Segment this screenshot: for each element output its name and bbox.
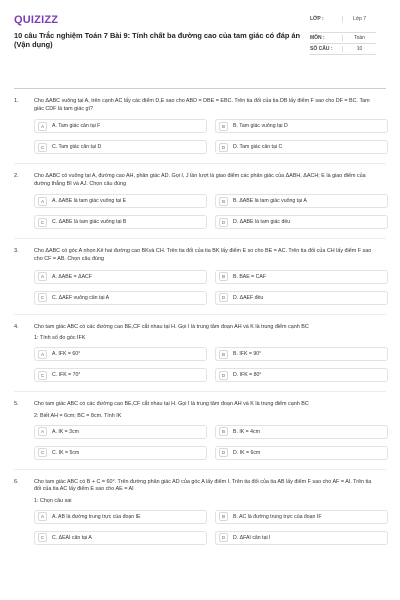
meta-value: 10 <box>342 46 376 52</box>
worksheet-title: 10 câu Trắc nghiệm Toán 7 Bài 9: Tính chất ba đường cao của tam giác có đáp án (Vận dụng) <box>14 31 301 49</box>
option-letter: D <box>219 218 228 227</box>
quizizz-logo: QUIZIZZ <box>14 14 59 26</box>
answer-options <box>34 510 386 545</box>
worksheet-header <box>14 14 386 66</box>
option-text: C. Tam giác cân tại D <box>52 144 102 151</box>
question-number: 4. <box>14 323 19 330</box>
option-text: C. ΔAEF vuông cân tại A <box>52 294 110 301</box>
option-text: A. ΔABE = ΔACF <box>52 273 92 280</box>
option-letter: C <box>38 448 47 457</box>
answer-options <box>34 270 386 305</box>
answer-option-c[interactable] <box>34 446 207 460</box>
question-text: Cho ΔABC có góc A nhọn.Kẻ hai đường cao BKvà CH. Trên tia đối của tia BK lấy điểm E so cho BE = AC. Trên tia đối của CH lấy điểm F sao cho CF = AB. Chọn câu đúng <box>34 248 372 262</box>
option-letter: D <box>219 448 228 457</box>
question-text: Cho tam giác ABC có các đường cao BE,CF cắt nhau tại H. Gọi I là trung tâm đoạn AH và K là trung điểm cạnh BC <box>34 401 309 408</box>
question-text: Cho ΔABC có vuông tại A, đường cao AH, phân giác AD. Gọi I, J lần lượt là giao điểm các phân giác của ΔABH, ΔACH; E là giao điểm của đường thẳng BI và AJ. Chọn câu đúng <box>34 173 366 187</box>
option-letter: C <box>38 218 47 227</box>
option-letter: B <box>219 427 228 436</box>
option-text: B. AC là đường trung trực của đoạn IF <box>233 513 322 520</box>
answer-option-b[interactable] <box>215 347 388 361</box>
answer-option-a[interactable] <box>34 119 207 133</box>
answer-option-b[interactable] <box>215 270 388 284</box>
answer-option-c[interactable] <box>34 140 207 154</box>
option-letter: C <box>38 293 47 302</box>
option-text: D. ΔABE là tam giác đều <box>233 219 291 226</box>
question-block <box>14 173 386 239</box>
sub-question: 2: Biết AH = 6cm; BC = 8cm. Tính IK <box>34 412 122 419</box>
option-text: A. IK = 3cm <box>52 428 79 435</box>
option-text: C. ΔABE là tam giác vuông tại B <box>52 219 127 226</box>
question-number: 3. <box>14 248 19 255</box>
option-text: A. AB là đường trung trực của đoạn IE <box>52 513 141 520</box>
option-letter: B <box>219 350 228 359</box>
answer-option-a[interactable] <box>34 194 207 208</box>
option-text: A. IFK = 60° <box>52 351 81 358</box>
option-letter: B <box>219 512 228 521</box>
question-number: 5. <box>14 401 19 408</box>
option-text: B. IK = 4cm <box>233 428 260 435</box>
option-text: D. IFK = 80° <box>233 372 262 379</box>
question-text: Cho tam giác ABC có các đường cao BE,CF cắt nhau tại H. Gọi I là trung tâm đoạn AH và K là trung điểm cạnh BC <box>34 323 309 330</box>
answer-option-a[interactable] <box>34 347 207 361</box>
question-number: 2. <box>14 173 19 180</box>
meta-key: MÔN : <box>310 35 325 41</box>
question-text: Cho ΔABC vuông tại A, trên cạnh AC lấy các điểm D,E sao cho ABD = DBE = EBC. Trên tia đối của tia DB lấy điểm F sao cho DF = BC. Tam giác CDF là tam giác gì? <box>34 98 370 112</box>
answer-option-d[interactable] <box>215 291 388 305</box>
answer-option-c[interactable] <box>34 531 207 545</box>
option-letter: A <box>38 427 47 436</box>
option-text: D. Tam giác cân tại C <box>233 144 283 151</box>
option-letter: A <box>38 122 47 131</box>
option-letter: C <box>38 533 47 542</box>
answer-options <box>34 194 386 229</box>
question-divider <box>14 391 386 392</box>
sub-question: 1: Tính số đo góc IFK <box>34 335 86 342</box>
answer-option-d[interactable] <box>215 368 388 382</box>
meta-value: Toán <box>342 35 376 41</box>
option-letter: A <box>38 197 47 206</box>
option-text: D. ΔAEF đều <box>233 294 264 301</box>
option-text: A. ΔABE là tam giác vuông tại E <box>52 198 127 205</box>
option-letter: D <box>219 293 228 302</box>
option-text: C. IK = 5cm <box>52 449 80 456</box>
answer-option-b[interactable] <box>215 194 388 208</box>
answer-option-d[interactable] <box>215 140 388 154</box>
option-letter: C <box>38 143 47 152</box>
option-letter: B <box>219 197 228 206</box>
option-letter: D <box>219 371 228 380</box>
question-block <box>14 248 386 314</box>
answer-option-c[interactable] <box>34 215 207 229</box>
option-letter: A <box>38 350 47 359</box>
option-text: B. BÂE = CÂF <box>233 273 267 280</box>
answer-option-c[interactable] <box>34 368 207 382</box>
answer-option-a[interactable] <box>34 510 207 524</box>
answer-option-d[interactable] <box>215 446 388 460</box>
question-block <box>14 324 386 393</box>
option-letter: B <box>219 272 228 281</box>
option-text: D. ΔFAI cân tại I <box>233 534 271 541</box>
answer-option-c[interactable] <box>34 291 207 305</box>
answer-option-a[interactable] <box>34 270 207 284</box>
option-text: C. IFK = 70° <box>52 372 81 379</box>
answer-options <box>34 425 386 460</box>
option-letter: C <box>38 371 47 380</box>
question-divider <box>14 314 386 315</box>
meta-value: Lớp 7 <box>342 16 376 22</box>
worksheet-meta <box>310 14 376 55</box>
option-letter: B <box>219 122 228 131</box>
question-block <box>14 401 386 470</box>
meta-key: SỐ CÂU : <box>310 46 333 52</box>
option-letter: A <box>38 272 47 281</box>
answer-option-d[interactable] <box>215 215 388 229</box>
question-text: Cho tam giác ABC có B + C = 60°. Trên đường phân giác AD của góc A lấy điểm I. Trên tia đối của tia AB lấy điểm F sao cho AF = AI. Trên tia đối của tia AC lấy điểm E sao cho AE = AI <box>34 478 372 493</box>
question-divider <box>14 238 386 239</box>
option-text: B. IFK = 90° <box>233 351 262 358</box>
option-letter: A <box>38 512 47 521</box>
question-divider <box>14 469 386 470</box>
answer-options <box>34 347 386 382</box>
meta-row-subject <box>310 33 376 44</box>
option-text: B. Tam giác vuông tại D <box>233 123 288 130</box>
option-letter: D <box>219 533 228 542</box>
answer-option-b[interactable] <box>215 119 388 133</box>
answer-option-b[interactable] <box>215 425 388 439</box>
question-divider <box>14 163 386 164</box>
header-divider <box>14 88 386 89</box>
meta-key: LỚP : <box>310 16 324 22</box>
question-block <box>14 479 386 545</box>
option-text: D. IK = 6cm <box>233 449 261 456</box>
option-letter: D <box>219 143 228 152</box>
answer-option-a[interactable] <box>34 425 207 439</box>
answer-option-b[interactable] <box>215 510 388 524</box>
meta-row-grade <box>310 14 376 33</box>
answer-option-d[interactable] <box>215 531 388 545</box>
question-block <box>14 98 386 164</box>
option-text: A. Tam giác cân tại F <box>52 123 101 130</box>
question-number: 1. <box>14 98 19 104</box>
sub-question: 1: Chọn câu sai <box>34 497 72 504</box>
answer-options <box>34 119 386 154</box>
option-text: B. ΔABE là tam giác vuông tại A <box>233 198 307 205</box>
question-number: 6. <box>14 478 19 485</box>
option-text: C. ΔEAI cân tại A <box>52 534 92 541</box>
meta-row-count <box>310 44 376 55</box>
